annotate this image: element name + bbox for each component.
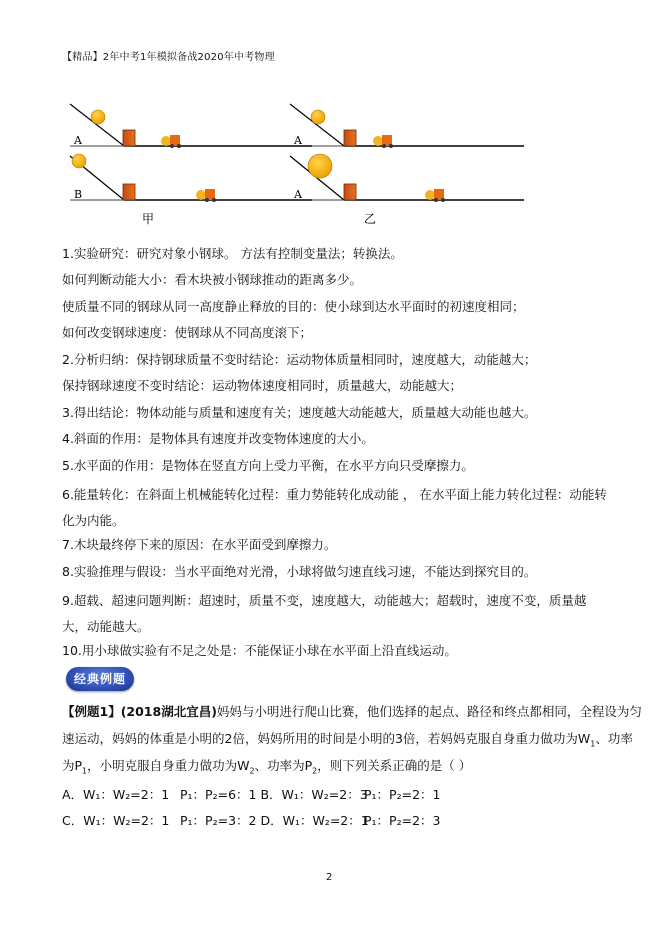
line-8: 4.斜面的作用：是物体具有速度并改变物体速度的大小。 xyxy=(62,431,374,446)
line-5: 2.分析归纳：保持钢球质量不变时结论：运动物体质量相同时，速度越大，动能越大； xyxy=(62,352,537,367)
experiment-figure xyxy=(62,100,602,230)
line-12: 8.实验推理与假设：当水平面绝对光滑，小球将做匀速直线习速，不能达到探究目的。 xyxy=(62,564,537,579)
label-a: A xyxy=(294,188,302,201)
line-1: 1.实验研究：研究对象小钢球。 方法有控制变量法；转换法。 xyxy=(62,246,403,261)
wood-block xyxy=(123,130,135,146)
panel-jia-bottom xyxy=(70,154,312,226)
line-4: 如何改变钢球速度：使钢球从不同高度滚下； xyxy=(62,325,313,340)
panel-yi-top xyxy=(290,104,524,148)
line-3: 使质量不同的钢球从同一高度静止释放的目的：使小球到达水平面时的初速度相同； xyxy=(62,299,525,314)
page-header: 【精品】2年中考1年模拟备战2020年中考物理 xyxy=(62,52,275,63)
label-jia: 甲 xyxy=(142,212,155,226)
option-a-power-option-b: P₁：P₂=6：1 B．W₁：W₂=2：3 xyxy=(180,787,368,802)
line-11: 7.木块最终停下来的原因：在水平面受到摩擦力。 xyxy=(62,537,337,552)
line-10: 6.能量转化：在斜面上机械能转化过程：重力势能转化成动能 ， 在水平面上能力转化过程：动能转化为内能。 xyxy=(62,487,607,528)
example-line-3: 为$P_1$，小明克服自身重力做功为$W_2$、功率为$P_2$，则下列关系正确的是（ ） xyxy=(62,758,472,776)
wood-block xyxy=(344,130,356,146)
label-a: A xyxy=(294,134,302,147)
line-13: 9.超载、超速问题判断：超速时，质量不变，速度越大，动能越大；超载时，速度不变，质量越大，动能越大。 xyxy=(62,593,587,634)
example-line-1 xyxy=(62,702,642,722)
option-c-power-option-d: P₁：P₂=3：2 D．W₁：W₂=2：1 xyxy=(180,813,369,828)
large-ball xyxy=(308,154,332,178)
wood-block xyxy=(123,184,135,200)
label-a: A xyxy=(74,134,82,147)
example-source: (2018湖北宜昌) xyxy=(120,704,217,719)
line-6: 保持钢球速度不变时结论：运动物体速度相同时，质量越大，动能越大； xyxy=(62,378,463,393)
steel-ball xyxy=(311,110,325,124)
option-d-power: P₁：P₂=2：3 xyxy=(364,813,441,828)
line-9: 5.水平面的作用：是物体在竖直方向上受力平衡，在水平方向只受摩擦力。 xyxy=(62,458,474,473)
label-yi: 乙 xyxy=(364,212,377,226)
wood-block xyxy=(344,184,356,200)
line-7: 3.得出结论：物体动能与质量和速度有关；速度越大动能越大，质量越大动能也越大。 xyxy=(62,405,537,420)
page-number: 2 xyxy=(326,872,333,883)
classic-example-badge: 经典例题 xyxy=(66,667,134,691)
option-a: A．W₁：W₂=2：1 xyxy=(62,787,170,802)
steel-ball xyxy=(91,110,105,124)
line-2: 如何判断动能大小：看木块被小钢球推动的距离多少。 xyxy=(62,272,363,287)
label-b: B xyxy=(74,188,83,201)
option-b-power: P₁：P₂=2：1 xyxy=(364,787,441,802)
panel-yi-bottom xyxy=(290,154,524,226)
option-c: C．W₁：W₂=2：1 xyxy=(62,813,170,828)
line-14: 10.用小球做实验有不足之处是：不能保证小球在水平面上沿直线运动。 xyxy=(62,643,457,658)
example-tag: 【例题1】 xyxy=(62,704,121,719)
example-line-2: 速运动，妈妈的体重是小明的2倍，妈妈所用的时间是小明的3倍，若妈妈克服自身重力做功为$W_1$、功率 xyxy=(62,731,633,749)
example-text-1: 妈妈与小明进行爬山比赛，他们选择的起点、路径和终点都相同，全程设为匀 xyxy=(216,704,642,719)
panel-jia-top xyxy=(70,104,312,148)
steel-ball xyxy=(72,154,86,168)
